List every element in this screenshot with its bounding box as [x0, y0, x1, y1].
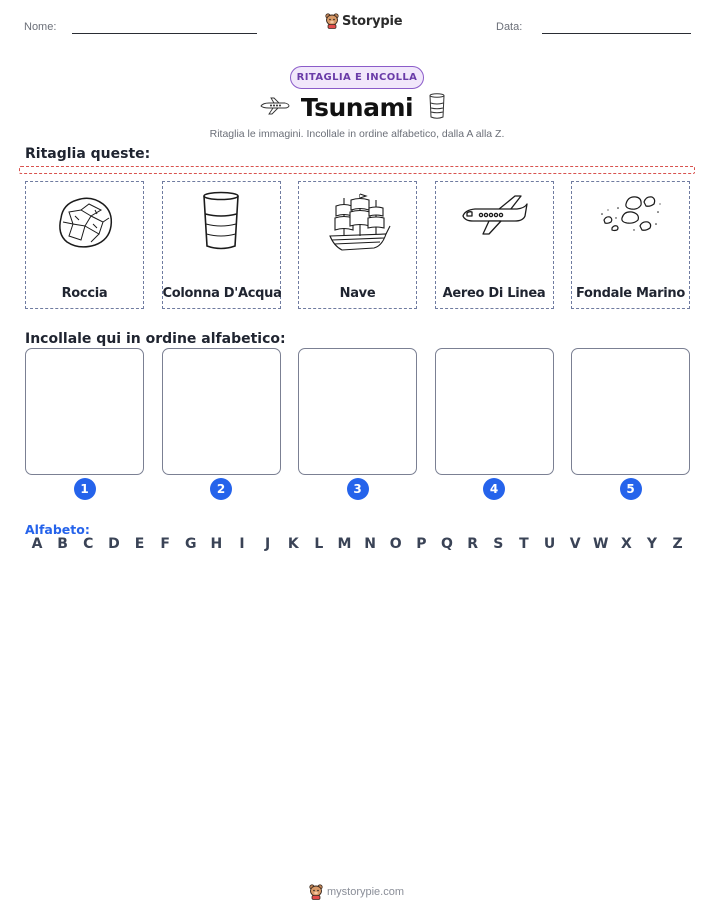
cutout-card[interactable] [162, 181, 281, 309]
alphabet-letter: M [337, 536, 352, 552]
cutout-card[interactable] [25, 181, 144, 309]
paste-section-title: Incollale qui in ordine alfabetico: [25, 331, 286, 347]
slot-number-badge: 1 [74, 478, 96, 500]
alphabet-letter: E [134, 536, 145, 552]
ship-icon [324, 190, 392, 256]
alphabet-letter: Y [646, 536, 658, 552]
alphabet-letter: O [389, 536, 402, 552]
brand-name: Storypie [342, 13, 403, 29]
alphabet-letter: B [57, 536, 68, 552]
alphabet-letter: T [519, 536, 529, 552]
alphabet-row [25, 536, 690, 552]
date-line[interactable] [542, 33, 691, 34]
alphabet-letter: K [287, 536, 299, 552]
rock-icon [51, 190, 119, 252]
alphabet-letter: H [210, 536, 223, 552]
airplane-icon [459, 190, 529, 240]
paste-slot-3[interactable] [298, 348, 417, 475]
seabed-icon [596, 190, 666, 236]
paste-slot-4[interactable] [435, 348, 554, 475]
alphabet-letter: U [543, 536, 556, 552]
name-line[interactable] [72, 33, 257, 34]
footer-url[interactable]: mystorypie.com [327, 886, 405, 898]
alphabet-letter: R [467, 536, 479, 552]
footer [309, 884, 404, 900]
alphabet-letter: Z [672, 536, 683, 552]
alphabet-letter: L [314, 536, 324, 552]
alphabet-letter: Q [441, 536, 453, 552]
cutout-card[interactable] [298, 181, 417, 309]
alphabet-letter: N [364, 536, 376, 552]
cutout-card[interactable] [435, 181, 554, 309]
alphabet-letter: J [265, 536, 271, 552]
name-label: Nome: [24, 21, 57, 33]
paste-slot-2[interactable] [162, 348, 281, 475]
slot-number-badge: 2 [210, 478, 232, 500]
alphabet-letter: S [493, 536, 504, 552]
glass-deco-icon [428, 93, 446, 120]
alphabet-letter: G [185, 536, 197, 552]
slot-numbers [25, 478, 690, 500]
alphabet-letter: P [416, 536, 427, 552]
slot-number-badge: 3 [347, 478, 369, 500]
slot-number-badge: 5 [620, 478, 642, 500]
slot-number-badge: 4 [483, 478, 505, 500]
alphabet-letter: A [31, 536, 43, 552]
brand-logo [325, 13, 402, 29]
cutout-cards [25, 181, 690, 309]
paste-slot-5[interactable] [571, 348, 690, 475]
alphabet-title: Alfabeto: [25, 522, 90, 537]
card-label: Aereo Di Linea [442, 286, 546, 301]
storypie-mascot-icon [309, 884, 323, 900]
alphabet-letter: I [239, 536, 245, 552]
alphabet-letter: X [620, 536, 632, 552]
paste-slots [25, 348, 690, 475]
card-label: Colonna D'Acqua [162, 286, 282, 301]
activity-badge: RITAGLIA E INCOLLA [290, 66, 424, 89]
card-label: Roccia [61, 286, 108, 301]
alphabet-letter: D [108, 536, 120, 552]
alphabet-letter: W [593, 536, 609, 552]
storypie-mascot-icon [325, 13, 339, 29]
cut-line [19, 166, 695, 174]
alphabet-letter: C [83, 536, 94, 552]
date-label: Data: [496, 21, 523, 33]
page-title: Tsunami [300, 93, 414, 122]
paste-slot-1[interactable] [25, 348, 144, 475]
instructions: Ritaglia le immagini. Incollale in ordine alfabetico, dalla A alla Z. [209, 128, 505, 140]
card-label: Fondale Marino [576, 286, 685, 301]
cut-section-title: Ritaglia queste: [25, 146, 151, 162]
alphabet-letter: V [569, 536, 581, 552]
card-label: Nave [339, 286, 376, 301]
cutout-card[interactable] [571, 181, 690, 309]
water-glass-icon [199, 190, 243, 252]
alphabet-letter: F [160, 536, 170, 552]
